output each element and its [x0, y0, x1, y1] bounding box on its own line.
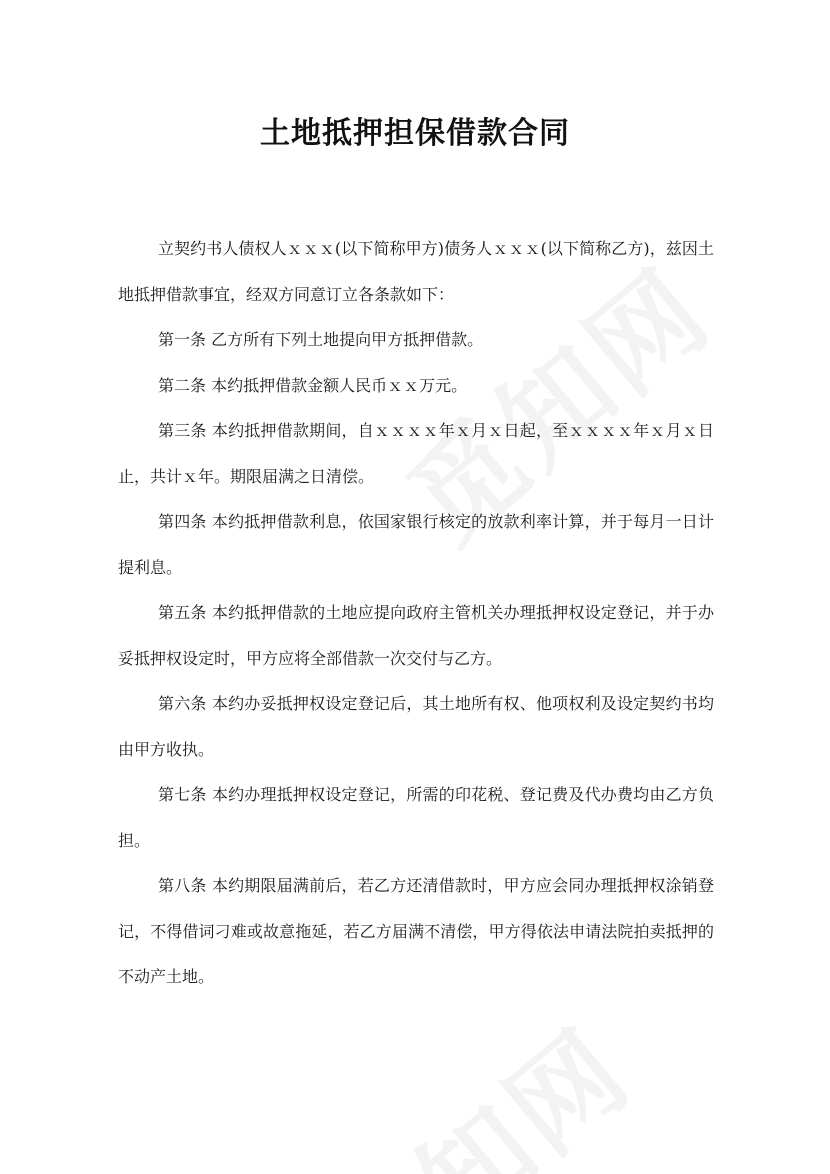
watermark	[290, 987, 658, 1174]
article-5-paragraph: 第五条 本约抵押借款的土地应提向政府主管机关办理抵押权设定登记，并于办妥抵押权设定时，甲方应将全部借款一次交付与乙方。	[118, 603, 714, 668]
article-2-paragraph: 第二条 本约抵押借款金额人民币ｘｘ万元。	[158, 375, 468, 395]
article-7-paragraph: 第七条 本约办理抵押权设定登记，所需的印花税、登记费及代办费均由乙方负担。	[118, 785, 714, 850]
document-body	[118, 226, 714, 1000]
article-1-paragraph: 第一条 乙方所有下列土地提向甲方抵押借款。	[158, 330, 484, 349]
article-3-paragraph: 第三条 本约抵押借款期间，自ｘｘｘｘ年ｘ月ｘ日起，至ｘｘｘｘ年ｘ月ｘ日止，共计ｘ年。期限届满之日清偿。	[118, 421, 714, 486]
article-6-paragraph: 第六条 本约办妥抵押权设定登记后，其土地所有权、他项权利及设定契约书均由甲方收执。	[118, 694, 714, 759]
article-4-paragraph: 第四条 本约抵押借款利息，依国家银行核定的放款利率计算，并于每月一日计提利息。	[118, 512, 714, 577]
intro-paragraph: 立契约书人债权人ｘｘｘ(以下简称甲方)债务人ｘｘｘ(以下简称乙方)，兹因土地抵押借款事宜，经双方同意订立各条款如下：	[118, 239, 714, 304]
article-8-paragraph: 第八条 本约期限届满前后，若乙方还清借款时，甲方应会同办理抵押权涂销登记，不得借词刁难或故意拖延，若乙方届满不清偿，甲方得依法申请法院拍卖抵押的不动产土地。	[118, 876, 714, 986]
document-title: 土地抵押担保借款合同	[260, 116, 570, 151]
